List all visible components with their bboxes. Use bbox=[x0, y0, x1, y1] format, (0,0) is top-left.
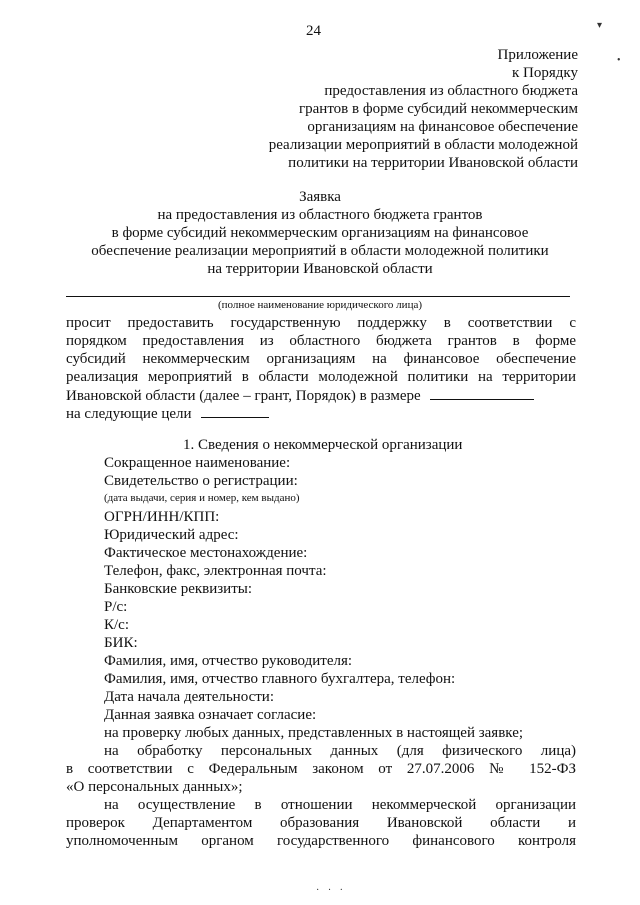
field-account: Р/с: bbox=[104, 599, 128, 615]
title-line: на предоставления из областного бюджета грантов bbox=[157, 207, 483, 223]
consent-line: «О персональных данных»; bbox=[66, 779, 243, 795]
field-ogrn: ОГРН/ИНН/КПП: bbox=[104, 509, 220, 525]
consent-check-data: на проверку любых данных, представленных в настоящей заявке; bbox=[104, 725, 524, 741]
appendix-line: организациям на финансовое обеспечение bbox=[307, 119, 578, 135]
field-registration: Свидетельство о регистрации: bbox=[104, 473, 298, 489]
field-contacts: Телефон, факс, электронная почта: bbox=[104, 563, 327, 579]
consent-line: в соответствии с Федеральным законом от 27.07.2006 № 152-ФЗ bbox=[66, 761, 576, 777]
title-line: в форме субсидий некоммерческим организациям на финансовое bbox=[111, 225, 529, 241]
appendix-line: предоставления из областного бюджета bbox=[324, 83, 578, 99]
amount-label: Ивановской области (далее – грант, Порядок) в размере bbox=[66, 388, 421, 404]
consent-heading: Данная заявка означает согласие: bbox=[104, 707, 317, 723]
field-actual-location: Фактическое местонахождение: bbox=[104, 545, 308, 561]
request-line: просит предоставить государственную поддержку в соответствии с bbox=[66, 315, 576, 331]
appendix-line: к Порядку bbox=[512, 65, 578, 81]
goals-label: на следующие цели bbox=[66, 406, 192, 422]
appendix-line: Приложение bbox=[497, 47, 578, 63]
appendix-line: реализации мероприятий в области молодежной bbox=[268, 137, 578, 153]
title-heading: Заявка bbox=[299, 189, 341, 205]
consent-line: проверок Департаментом образования Ивановской области и bbox=[66, 815, 576, 831]
amount-line bbox=[66, 386, 534, 405]
scan-mark: • bbox=[617, 55, 621, 66]
page-number: 24 bbox=[306, 23, 321, 39]
title-line: обеспечение реализации мероприятий в области молодежной политики bbox=[91, 243, 549, 259]
consent-line: уполномоченным органом государственного финансового контроля bbox=[66, 833, 576, 849]
goals-blank[interactable] bbox=[201, 404, 269, 418]
field-start-date: Дата начала деятельности: bbox=[104, 689, 274, 705]
appendix-line: политики на территории Ивановской области bbox=[288, 155, 578, 171]
consent-line: на обработку персональных данных (для физического лица) bbox=[104, 743, 576, 759]
goals-line bbox=[66, 404, 269, 423]
org-name-line bbox=[66, 296, 570, 297]
field-short-name: Сокращенное наименование: bbox=[104, 455, 291, 471]
field-bik: БИК: bbox=[104, 635, 138, 651]
title-line: на территории Ивановской области bbox=[207, 261, 433, 277]
field-director: Фамилия, имя, отчество руководителя: bbox=[104, 653, 353, 669]
field-legal-address: Юридический адрес: bbox=[104, 527, 239, 543]
request-line: реализация мероприятий в области молодежной политики на территории bbox=[66, 369, 576, 385]
org-name-caption: (полное наименование юридического лица) bbox=[217, 299, 422, 311]
consent-line: на осуществление в отношении некоммерческой организации bbox=[104, 797, 576, 813]
field-accountant: Фамилия, имя, отчество главного бухгалтера, телефон: bbox=[104, 671, 456, 687]
registration-note: (дата выдачи, серия и номер, кем выдано) bbox=[104, 492, 300, 504]
field-bank-details: Банковские реквизиты: bbox=[104, 581, 253, 597]
request-line: порядком предоставления из областного бюджета грантов в форме bbox=[66, 333, 576, 349]
field-corr-account: К/с: bbox=[104, 617, 129, 633]
section-heading: 1. Сведения о некоммерческой организации bbox=[183, 437, 463, 453]
appendix-line: грантов в форме субсидий некоммерческим bbox=[298, 101, 578, 117]
scan-mark: · · · bbox=[316, 885, 346, 896]
amount-blank[interactable] bbox=[430, 386, 534, 400]
request-line: субсидий некоммерческим организациям на финансовое обеспечение bbox=[66, 351, 576, 367]
scan-mark: ▾ bbox=[597, 20, 603, 31]
